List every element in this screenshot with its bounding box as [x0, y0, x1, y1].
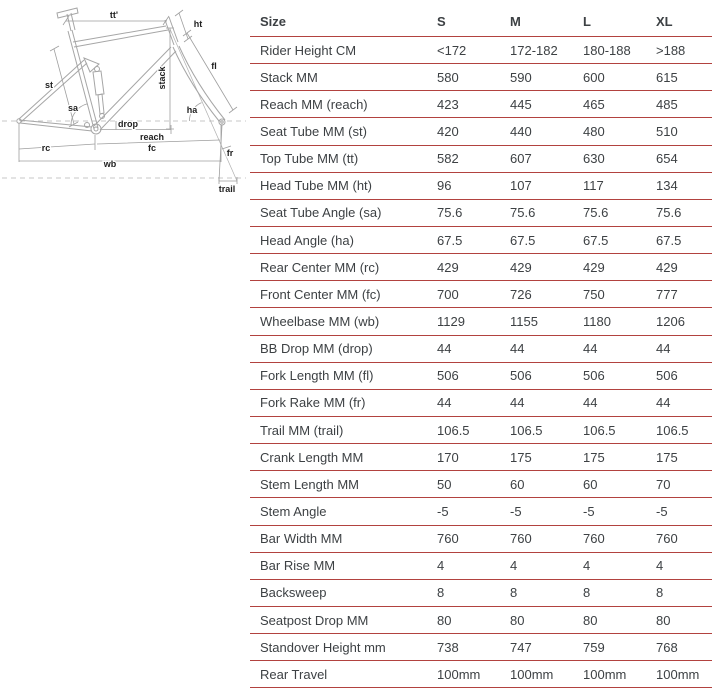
cell-value-m: 75.6 — [510, 205, 536, 221]
row-label: Stem Length MM — [260, 476, 359, 492]
table-row — [250, 634, 712, 661]
cell-value-m: 590 — [510, 69, 532, 85]
table-row — [250, 91, 712, 118]
cell-value-xl: 506 — [656, 368, 678, 384]
cell-value-s: 44 — [437, 341, 452, 357]
column-header-m: M — [510, 14, 521, 29]
cell-value-s: 582 — [437, 151, 459, 167]
table-row — [250, 390, 712, 417]
geometry-table — [250, 0, 712, 688]
front-axle-center — [221, 121, 223, 123]
label-trail: trail — [218, 184, 236, 194]
cell-value-s: 96 — [437, 178, 452, 194]
cell-value-l: 67.5 — [583, 232, 609, 248]
cell-value-m: 44 — [510, 395, 525, 411]
table-row — [250, 444, 712, 471]
cell-value-s: 1129 — [437, 313, 465, 329]
label-stack: stack — [157, 66, 167, 90]
cell-value-m: 175 — [510, 449, 532, 465]
cell-value-xl: 70 — [656, 476, 671, 492]
cell-value-l: 106.5 — [583, 422, 616, 438]
table-row — [250, 118, 712, 145]
cell-value-xl: 44 — [656, 395, 671, 411]
cell-value-m: 726 — [510, 286, 532, 302]
table-row — [250, 227, 712, 254]
cell-value-xl: 8 — [656, 585, 664, 601]
row-label: Bar Rise MM — [260, 558, 336, 574]
front-axle — [219, 119, 225, 125]
label-ha: ha — [186, 105, 198, 115]
table-row — [250, 336, 712, 363]
column-header-s: S — [437, 14, 446, 29]
cell-value-xl: 654 — [656, 151, 678, 167]
row-label: Rear Center MM (rc) — [260, 259, 380, 275]
cell-value-xl: 106.5 — [656, 422, 689, 438]
cell-value-s: 4 — [437, 558, 445, 574]
cell-value-l: 4 — [583, 558, 591, 574]
row-label: Backsweep — [260, 585, 327, 601]
cell-value-xl: 1206 — [656, 313, 685, 329]
cell-value-l: 100mm — [583, 666, 627, 682]
cell-value-m: 607 — [510, 151, 532, 167]
cell-value-s: 506 — [437, 368, 459, 384]
cell-value-m: 747 — [510, 639, 532, 655]
row-label: Wheelbase MM (wb) — [260, 313, 380, 329]
cell-value-m: 60 — [510, 476, 525, 492]
bottom-bracket — [91, 124, 101, 134]
cell-value-m: 44 — [510, 341, 525, 357]
row-label: Crank Length MM — [260, 449, 364, 465]
cell-value-s: 100mm — [437, 666, 481, 682]
cell-value-m: 80 — [510, 612, 525, 628]
cell-value-xl: 768 — [656, 639, 678, 655]
cell-value-m: 440 — [510, 123, 532, 139]
chainstay — [19, 120, 92, 131]
cell-value-xl: 510 — [656, 123, 678, 139]
cell-value-xl: 75.6 — [656, 205, 682, 221]
cell-value-l: 175 — [583, 449, 605, 465]
table-row — [250, 254, 712, 281]
cell-value-xl: 615 — [656, 69, 678, 85]
row-label: Top Tube MM (tt) — [260, 151, 359, 167]
cell-value-m: 445 — [510, 96, 532, 112]
cell-value-s: 8 — [437, 585, 445, 601]
cell-value-s: <172 — [437, 42, 467, 58]
cell-value-xl: 777 — [656, 286, 678, 302]
cell-value-xl: 80 — [656, 612, 671, 628]
label-tt: tt' — [109, 10, 119, 20]
cell-value-l: 600 — [583, 69, 605, 85]
label-drop: drop — [118, 119, 138, 129]
cell-value-l: 44 — [583, 341, 598, 357]
cell-value-s: 50 — [437, 476, 452, 492]
row-label: Trail MM (trail) — [260, 422, 344, 438]
label-reach: reach — [139, 132, 165, 142]
cell-value-s: 760 — [437, 531, 459, 547]
row-label: Front Center MM (fc) — [260, 286, 381, 302]
cell-value-s: -5 — [437, 503, 449, 519]
cell-value-m: 429 — [510, 259, 532, 275]
cell-value-s: 67.5 — [437, 232, 463, 248]
cell-value-xl: 175 — [656, 449, 678, 465]
shock-shaft — [98, 94, 104, 114]
cell-value-l: 75.6 — [583, 205, 609, 221]
cell-value-l: 44 — [583, 395, 598, 411]
label-fc: fc — [147, 143, 157, 153]
cell-value-xl: 429 — [656, 259, 678, 275]
cell-value-xl: 100mm — [656, 666, 700, 682]
cell-value-m: 100mm — [510, 666, 554, 682]
table-row — [250, 363, 712, 390]
cell-value-s: 700 — [437, 286, 459, 302]
row-label: Bar Width MM — [260, 531, 343, 547]
cell-value-l: 750 — [583, 286, 605, 302]
cell-value-l: 760 — [583, 531, 605, 547]
label-sa: sa — [67, 103, 79, 113]
top-tube — [73, 26, 168, 47]
table-row — [250, 37, 712, 64]
row-label: Seat Tube Angle (sa) — [260, 205, 382, 221]
table-row — [250, 498, 712, 525]
rocker-link — [84, 58, 99, 72]
row-label: Reach MM (reach) — [260, 96, 368, 112]
table-row — [250, 661, 712, 688]
cell-value-l: 465 — [583, 96, 605, 112]
stack-measure — [166, 28, 174, 129]
cell-value-xl: 44 — [656, 341, 671, 357]
cell-value-m: 4 — [510, 558, 518, 574]
cell-value-l: 630 — [583, 151, 605, 167]
table-row — [250, 200, 712, 227]
cell-value-l: 1180 — [583, 313, 611, 329]
size-header: Size — [260, 14, 287, 29]
label-wb: wb — [103, 159, 117, 169]
row-label: Head Tube MM (ht) — [260, 178, 372, 194]
geometry-diagram-svg — [0, 0, 250, 200]
cell-value-l: 60 — [583, 476, 598, 492]
cell-value-l: 80 — [583, 612, 598, 628]
table-row — [250, 607, 712, 634]
cell-value-s: 75.6 — [437, 205, 463, 221]
table-row — [250, 281, 712, 308]
table-row — [250, 553, 712, 580]
cell-value-xl: -5 — [656, 503, 668, 519]
cell-value-s: 429 — [437, 259, 459, 275]
table-header-row — [250, 0, 712, 37]
cell-value-s: 106.5 — [437, 422, 470, 438]
row-label: BB Drop MM (drop) — [260, 341, 373, 357]
cell-value-xl: 134 — [656, 178, 678, 194]
cell-value-m: 506 — [510, 368, 532, 384]
cell-value-m: 172-182 — [510, 42, 558, 58]
cell-value-l: 759 — [583, 639, 605, 655]
table-row — [250, 146, 712, 173]
label-st: st — [44, 80, 54, 90]
table-row — [250, 64, 712, 91]
row-label: Stack MM — [260, 69, 318, 85]
cell-value-l: 480 — [583, 123, 605, 139]
label-fl: fl — [211, 61, 217, 71]
shock-body — [93, 71, 104, 95]
cell-value-m: 8 — [510, 585, 518, 601]
table-row — [250, 308, 712, 335]
row-label: Head Angle (ha) — [260, 232, 354, 248]
cell-value-l: 429 — [583, 259, 605, 275]
cell-value-xl: 760 — [656, 531, 678, 547]
row-label: Rear Travel — [260, 666, 328, 682]
table-row — [250, 417, 712, 444]
cell-value-xl: 485 — [656, 96, 678, 112]
row-label: Rider Height CM — [260, 42, 357, 58]
cell-value-m: -5 — [510, 503, 522, 519]
cell-value-xl: 4 — [656, 558, 664, 574]
cell-value-s: 44 — [437, 395, 452, 411]
row-label: Fork Rake MM (fr) — [260, 395, 366, 411]
cell-value-s: 580 — [437, 69, 459, 85]
table-row — [250, 471, 712, 498]
cell-value-m: 106.5 — [510, 422, 543, 438]
cell-value-l: -5 — [583, 503, 595, 519]
column-header-xl: XL — [656, 14, 673, 29]
table-row — [250, 173, 712, 200]
cell-value-s: 170 — [437, 449, 459, 465]
cell-value-l: 117 — [583, 178, 604, 194]
column-header-l: L — [583, 14, 591, 29]
row-label: Seatpost Drop MM — [260, 612, 369, 628]
table-row — [250, 580, 712, 607]
table-body — [250, 37, 712, 688]
cell-value-m: 107 — [510, 178, 532, 194]
row-label: Fork Length MM (fl) — [260, 368, 374, 384]
cell-value-m: 760 — [510, 531, 532, 547]
bottom-bracket-center — [94, 127, 98, 131]
label-fr: fr — [226, 148, 234, 158]
row-label: Stem Angle — [260, 503, 327, 519]
cell-value-s: 420 — [437, 123, 459, 139]
cell-value-m: 67.5 — [510, 232, 536, 248]
cell-value-l: 506 — [583, 368, 605, 384]
cell-value-xl: 67.5 — [656, 232, 682, 248]
label-ht: ht — [193, 19, 203, 29]
measurement-lines — [19, 10, 237, 184]
row-label: Seat Tube MM (st) — [260, 123, 367, 139]
label-rc: rc — [41, 143, 51, 153]
row-label: Standover Height mm — [260, 639, 386, 655]
bike-geometry-diagram — [0, 0, 250, 200]
cell-value-xl: >188 — [656, 42, 686, 58]
steering-axis-line — [170, 29, 237, 181]
cell-value-s: 423 — [437, 96, 459, 112]
cell-value-s: 738 — [437, 639, 459, 655]
table-row — [250, 526, 712, 553]
cell-value-s: 80 — [437, 612, 452, 628]
cell-value-l: 180-188 — [583, 42, 631, 58]
cell-value-m: 1155 — [510, 313, 538, 329]
cell-value-l: 8 — [583, 585, 591, 601]
shock-top-pivot — [95, 67, 100, 72]
